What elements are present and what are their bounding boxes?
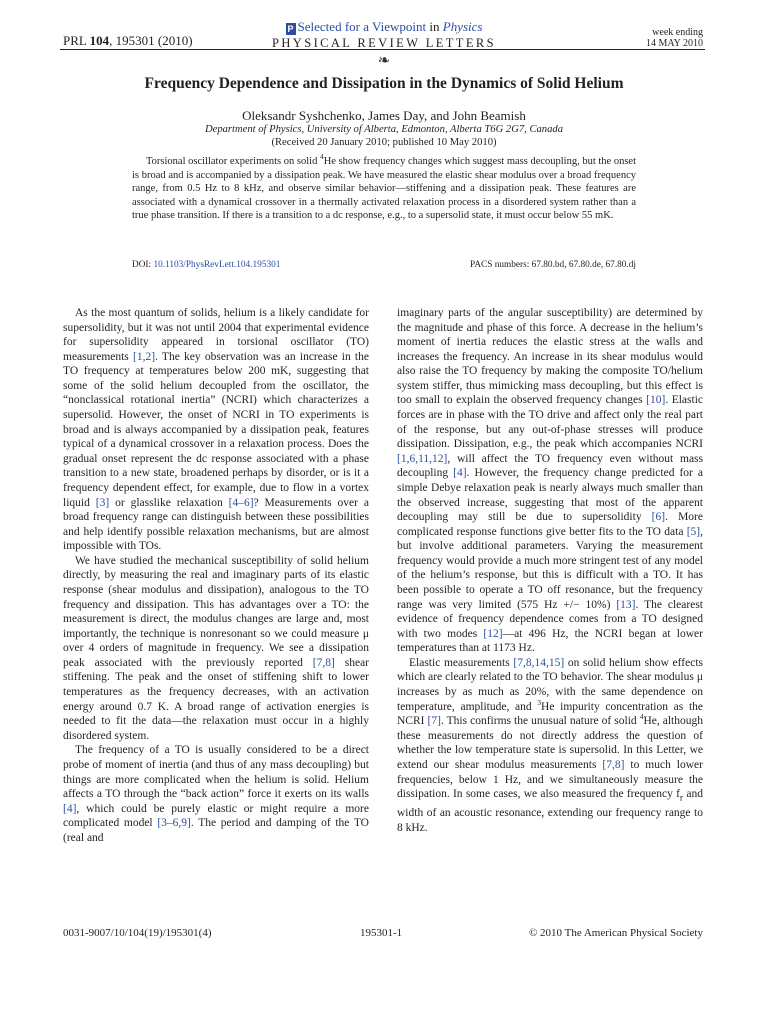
journal-name: PHYSICAL REVIEW LETTERS xyxy=(272,36,496,50)
volume: 104 xyxy=(89,33,110,48)
authors: Oleksandr Syshchenko, James Day, and John Beamish xyxy=(242,108,526,123)
citation-link[interactable]: [5] xyxy=(686,525,701,538)
viewpoint-link[interactable]: Viewpoint xyxy=(372,19,427,34)
physics-link[interactable]: Physics xyxy=(442,19,483,34)
citation-link[interactable]: [3] xyxy=(95,496,110,509)
abstract: Torsional oscillator experiments on solid $^4$He show frequency changes which suggest mass decoupling, but the onset is broad and is accompanied by a dissipation peak. We have measured the elastic shear modulus over a broad frequency range, from 0.5 Hz to 8 kHz, and observe similar behavior—stiffening and a dissipation peak. These features are associated with a dynamical crossover in a thermally activated relaxation process in a disordered system rather than a true phase transition. If there is a transition to a dc response, e.g., to a supersolid state, it must occur below 55 mK. xyxy=(132,152,637,221)
left-column xyxy=(63,306,369,845)
citation: PRL 104, 195301 (2010) xyxy=(63,33,193,48)
paragraph: As the most quantum of solids, helium is a likely candidate for supersolidity, but it was not until 2004 that experimental evidence for supersolidity appeared in torsional oscillator (TO) measurements [1,2]. The key observation was an increase in the TO frequency at temperatures below 200 mK, suggesting that some of the solid helium decoupled from the oscillator, the “nonclassical rotational inertia” (NCRI) which characterizes a supersolid. However, the onset of NCRI in TO experiments is broad and is always accompanied by a dissipation peak, features typical of a dynamical crossover in a relaxation process. Does the gradual onset represent the dc response associated with a phase transition to a new state, broadened perhaps by disorder, or is it a frequency dependent effect, for example, due to flow in a vortex liquid [3] or glasslike relaxation [4–6]? Measurements over a broad frequency range can distinguish between these possibilities and help identify possible relaxation mechanisms, but are almost impossible with TOs. xyxy=(63,307,369,553)
article-title: Frequency Dependence and Dissipation in the Dynamics of Solid Helium xyxy=(144,75,624,92)
citation-link[interactable]: [7,8,14,15] xyxy=(513,656,565,669)
citation-link[interactable]: [4] xyxy=(453,467,467,480)
right-column xyxy=(397,306,703,835)
paragraph: imaginary parts of the angular susceptibility) are determined by the magnitude and phase of this force. A decrease in the helium’s moment of inertia reduces the elastic stress at the walls and increases the frequency. An increase in its shear modulus would also raise the TO frequency by making the composite TO/helium system stiffer, thus mimicking mass decoupling, but this effect is too small to explain the observed frequency changes [10]. Elastic forces are in phase with the TO drive and affect only the real part of the response, but any out-of-phase stresses will produce dissipation. Dissipation, e.g., the peak which accompanies NCRI [1,6,11,12], will affect the TO frequency even without mass decoupling [4]. However, the frequency change predicted for a simple Debye relaxation peak is nearly always much smaller than the observed increase, suggesting that most of the apparent decoupling may still be due to supersolidity [6]. More complicated response functions give better fits to the TO data [5], but involve additional parameters. Varying the measurement frequency would provide a much more stringent test of any model of the helium’s response, but this is difficult with a TO. It has been possible to operate a TO off resonance, but the frequency range was very limited (575 Hz +/− 10%) [13]. The clearest evidence of frequency dependence comes from a TO designed with two modes [12]—at 496 Hz, the NCRI began at lower temperatures than at 1173 Hz. xyxy=(397,307,704,655)
page-number: 195301-1 xyxy=(360,927,403,939)
received-dates: (Received 20 January 2010; published 10 May 2010) xyxy=(271,137,497,148)
doi: DOI: 10.1103/PhysRevLett.104.195301 xyxy=(132,260,281,270)
issue-date: week ending 14 MAY 2010 xyxy=(645,27,703,49)
paragraph: We have studied the mechanical susceptibility of solid helium directly, by measuring the real and imaginary parts of its elastic response (shear modulus and dissipation), analogous to the TO frequency and dissipation. This has advantages over a TO: the measurement is direct, the modulus changes are large and, most importantly, the technique is nonresonant so we could measure μ over 4 orders of magnitude in frequency. We see a dissipation peak associated with the previously reported [7,8] shear stiffening. The peak and the onset of stiffening shift to lower temperatures as the frequency decreases, with an activation energy around 0.7 K. A broad range of activation energies is needed to fit the data—the relaxation must occur in a highly disordered system. xyxy=(63,554,370,742)
paragraph: Elastic measurements [7,8,14,15] on solid helium show effects which are clearly related to the TO behavior. The shear modulus μ increases by as much as 20%, with the same dependence on temperature, amplitude, and $^3$He impurity concentration as the NCRI [7]. This confirms the unusual nature of solid $^4$He, although these measurements do not directly address the question of whether the low temperature state is supersolid. In this Letter, we extend our shear modulus measurements [7,8] to much lower frequencies, below 1 Hz, and we simultaneously measure the dissipation. In some cases, we also measured the frequency $f_r$ and width of an acoustic resonance, extending our frequency range to 8 kHz. xyxy=(397,656,703,834)
citation-link[interactable]: [4–6] xyxy=(228,496,254,509)
affiliation: Department of Physics, University of Alberta, Edmonton, Alberta T6G 2G7, Canada xyxy=(204,124,563,135)
citation-link[interactable]: [13] xyxy=(616,598,636,611)
citation-link[interactable]: [4] xyxy=(63,802,77,815)
citation-link[interactable]: [7] xyxy=(427,715,441,728)
pacs-numbers: PACS numbers: 67.80.bd, 67.80.de, 67.80.dj xyxy=(470,260,636,270)
citation-link[interactable]: [10] xyxy=(646,394,666,407)
citation-link[interactable]: [7,8] xyxy=(312,656,335,669)
copyright: © 2010 The American Physical Society xyxy=(528,927,703,939)
paragraph: The frequency of a TO is usually considered to be a direct probe of moment of inertia (and thus of any mass decoupling) but things are more complicated when the helium is solid. Helium affects a TO through the “back action” force it exerts on its walls [4], which could be purely elastic or might require a more complicated model [3–6,9]. The period and damping of the TO (real and xyxy=(63,744,369,844)
citation-link[interactable]: [1,6,11,12] xyxy=(397,452,448,465)
citation-link[interactable]: [6] xyxy=(651,511,666,524)
viewpoint-notice: P Selected for a Viewpoint in Physics xyxy=(287,19,483,34)
doi-link[interactable]: 10.1103/PhysRevLett.104.195301 xyxy=(153,260,281,270)
physics-logo-icon: P xyxy=(287,24,294,34)
citation-link[interactable]: [12] xyxy=(483,627,503,640)
citation-link[interactable]: [3–6,9] xyxy=(157,817,191,830)
ornament-icon: ❧ xyxy=(377,53,391,69)
issn-code: 0031-9007/10/104(19)/195301(4) xyxy=(63,927,212,939)
citation-link[interactable]: [1,2] xyxy=(133,350,156,363)
header-rule xyxy=(60,49,705,50)
citation-link[interactable]: [7,8] xyxy=(602,758,625,771)
